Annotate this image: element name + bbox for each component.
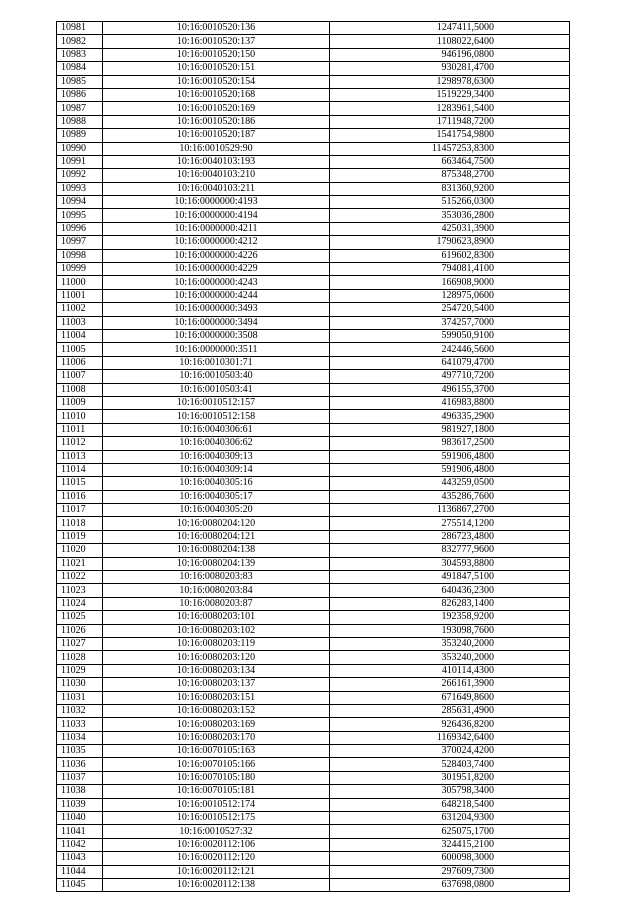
table-row xyxy=(57,477,570,490)
table-row xyxy=(57,691,570,704)
cadastral-number-cell: 10:16:0000000:4243 xyxy=(103,276,330,289)
row-number-cell: 11006 xyxy=(57,356,103,369)
table-row xyxy=(57,142,570,155)
table-row xyxy=(57,410,570,423)
table-row xyxy=(57,289,570,302)
row-number-cell: 11032 xyxy=(57,704,103,717)
row-number-cell: 11014 xyxy=(57,463,103,476)
cadastral-number-cell: 10:16:0040309:13 xyxy=(103,450,330,463)
table-row xyxy=(57,370,570,383)
row-number-cell: 11044 xyxy=(57,865,103,878)
table-row xyxy=(57,678,570,691)
row-number-cell: 11038 xyxy=(57,785,103,798)
value-cell: 983617,2500 xyxy=(330,437,570,450)
table-row xyxy=(57,437,570,450)
table-row xyxy=(57,785,570,798)
value-cell: 631204,9300 xyxy=(330,812,570,825)
value-cell: 435286,7600 xyxy=(330,490,570,503)
row-number-cell: 11000 xyxy=(57,276,103,289)
table-row xyxy=(57,249,570,262)
cadastral-number-cell: 10:16:0080203:134 xyxy=(103,664,330,677)
table-row xyxy=(57,222,570,235)
cadastral-number-cell: 10:16:0080203:83 xyxy=(103,571,330,584)
cadastral-number-cell: 10:16:0070105:181 xyxy=(103,785,330,798)
value-cell: 946196,0800 xyxy=(330,48,570,61)
row-number-cell: 11031 xyxy=(57,691,103,704)
cadastral-number-cell: 10:16:0040306:62 xyxy=(103,437,330,450)
row-number-cell: 11008 xyxy=(57,383,103,396)
cadastral-number-cell: 10:16:0080203:170 xyxy=(103,731,330,744)
value-cell: 1541754,9800 xyxy=(330,129,570,142)
cadastral-number-cell: 10:16:0080204:138 xyxy=(103,544,330,557)
value-cell: 353036,2800 xyxy=(330,209,570,222)
value-cell: 591906,4800 xyxy=(330,450,570,463)
value-cell: 600098,3000 xyxy=(330,852,570,865)
row-number-cell: 11015 xyxy=(57,477,103,490)
cadastral-number-cell: 10:16:0000000:4229 xyxy=(103,263,330,276)
cadastral-number-cell: 10:16:0080203:169 xyxy=(103,718,330,731)
row-number-cell: 11003 xyxy=(57,316,103,329)
cadastral-number-cell: 10:16:0010527:32 xyxy=(103,825,330,838)
table-row xyxy=(57,584,570,597)
table-row xyxy=(57,758,570,771)
row-number-cell: 11017 xyxy=(57,504,103,517)
cadastral-number-cell: 10:16:0010520:168 xyxy=(103,88,330,101)
cadastral-number-cell: 10:16:0010503:41 xyxy=(103,383,330,396)
cadastral-number-cell: 10:16:0020112:138 xyxy=(103,879,330,892)
value-cell: 416983,8800 xyxy=(330,396,570,409)
row-number-cell: 10991 xyxy=(57,155,103,168)
value-cell: 637698,0800 xyxy=(330,879,570,892)
value-cell: 285631,4900 xyxy=(330,704,570,717)
row-number-cell: 11001 xyxy=(57,289,103,302)
row-number-cell: 11024 xyxy=(57,597,103,610)
value-cell: 11457253,8300 xyxy=(330,142,570,155)
table-row xyxy=(57,115,570,128)
row-number-cell: 11004 xyxy=(57,329,103,342)
value-cell: 275514,1200 xyxy=(330,517,570,530)
cadastral-number-cell: 10:16:0040305:20 xyxy=(103,504,330,517)
table-row xyxy=(57,745,570,758)
table-row xyxy=(57,316,570,329)
row-number-cell: 10994 xyxy=(57,196,103,209)
row-number-cell: 11037 xyxy=(57,771,103,784)
table-row xyxy=(57,303,570,316)
cadastral-number-cell: 10:16:0040103:193 xyxy=(103,155,330,168)
row-number-cell: 11007 xyxy=(57,370,103,383)
row-number-cell: 10998 xyxy=(57,249,103,262)
row-number-cell: 10987 xyxy=(57,102,103,115)
table-row xyxy=(57,209,570,222)
row-number-cell: 11030 xyxy=(57,678,103,691)
value-cell: 266161,3900 xyxy=(330,678,570,691)
row-number-cell: 11043 xyxy=(57,852,103,865)
row-number-cell: 11018 xyxy=(57,517,103,530)
row-number-cell: 10996 xyxy=(57,222,103,235)
value-cell: 1711948,7200 xyxy=(330,115,570,128)
table-row xyxy=(57,825,570,838)
value-cell: 192358,9200 xyxy=(330,611,570,624)
table-row xyxy=(57,169,570,182)
table-row xyxy=(57,771,570,784)
cadastral-number-cell: 10:16:0010503:40 xyxy=(103,370,330,383)
row-number-cell: 10989 xyxy=(57,129,103,142)
cadastral-number-cell: 10:16:0010520:137 xyxy=(103,35,330,48)
row-number-cell: 11016 xyxy=(57,490,103,503)
table-row xyxy=(57,450,570,463)
cadastral-number-cell: 10:16:0040305:17 xyxy=(103,490,330,503)
row-number-cell: 10986 xyxy=(57,88,103,101)
value-cell: 497710,7200 xyxy=(330,370,570,383)
row-number-cell: 10981 xyxy=(57,22,103,35)
cadastral-number-cell: 10:16:0010520:150 xyxy=(103,48,330,61)
table-body xyxy=(57,22,570,892)
table-row xyxy=(57,865,570,878)
value-cell: 515266,0300 xyxy=(330,196,570,209)
cadastral-number-cell: 10:16:0010512:175 xyxy=(103,812,330,825)
value-cell: 1108022,6400 xyxy=(330,35,570,48)
cadastral-number-cell: 10:16:0010512:174 xyxy=(103,798,330,811)
cadastral-number-cell: 10:16:0000000:4211 xyxy=(103,222,330,235)
row-number-cell: 11009 xyxy=(57,396,103,409)
table-row xyxy=(57,102,570,115)
row-number-cell: 11021 xyxy=(57,557,103,570)
cadastral-number-cell: 10:16:0080204:139 xyxy=(103,557,330,570)
cadastral-number-cell: 10:16:0040103:211 xyxy=(103,182,330,195)
value-cell: 1247411,5000 xyxy=(330,22,570,35)
cadastral-number-cell: 10:16:0080203:137 xyxy=(103,678,330,691)
cadastral-number-cell: 10:16:0080203:102 xyxy=(103,624,330,637)
value-cell: 374257,7000 xyxy=(330,316,570,329)
row-number-cell: 11034 xyxy=(57,731,103,744)
cadastral-number-cell: 10:16:0020112:120 xyxy=(103,852,330,865)
cadastral-number-cell: 10:16:0000000:4244 xyxy=(103,289,330,302)
row-number-cell: 11020 xyxy=(57,544,103,557)
value-cell: 875348,2700 xyxy=(330,169,570,182)
cadastral-number-cell: 10:16:0070105:166 xyxy=(103,758,330,771)
table-row xyxy=(57,35,570,48)
row-number-cell: 11011 xyxy=(57,423,103,436)
table-row xyxy=(57,343,570,356)
row-number-cell: 11025 xyxy=(57,611,103,624)
value-cell: 128975,0600 xyxy=(330,289,570,302)
cadastral-number-cell: 10:16:0010301:71 xyxy=(103,356,330,369)
table-row xyxy=(57,463,570,476)
cadastral-number-cell: 10:16:0010512:158 xyxy=(103,410,330,423)
cadastral-number-cell: 10:16:0010520:151 xyxy=(103,62,330,75)
value-cell: 305798,3400 xyxy=(330,785,570,798)
table-row xyxy=(57,62,570,75)
table-row xyxy=(57,182,570,195)
value-cell: 1169342,6400 xyxy=(330,731,570,744)
cadastral-number-cell: 10:16:0010520:186 xyxy=(103,115,330,128)
cadastral-number-cell: 10:16:0020112:121 xyxy=(103,865,330,878)
row-number-cell: 11026 xyxy=(57,624,103,637)
table-row xyxy=(57,48,570,61)
table-row xyxy=(57,852,570,865)
value-cell: 410114,4300 xyxy=(330,664,570,677)
table-row xyxy=(57,624,570,637)
value-cell: 671649,8600 xyxy=(330,691,570,704)
row-number-cell: 11033 xyxy=(57,718,103,731)
table-row xyxy=(57,798,570,811)
cadastral-number-cell: 10:16:0070105:163 xyxy=(103,745,330,758)
table-row xyxy=(57,637,570,650)
cadastral-number-cell: 10:16:0080204:120 xyxy=(103,517,330,530)
value-cell: 794081,4100 xyxy=(330,263,570,276)
value-cell: 832777,9600 xyxy=(330,544,570,557)
cadastral-number-cell: 10:16:0080204:121 xyxy=(103,530,330,543)
value-cell: 304593,8800 xyxy=(330,557,570,570)
value-cell: 981927,1800 xyxy=(330,423,570,436)
cadastral-number-cell: 10:16:0080203:84 xyxy=(103,584,330,597)
value-cell: 528403,7400 xyxy=(330,758,570,771)
row-number-cell: 10984 xyxy=(57,62,103,75)
row-number-cell: 11035 xyxy=(57,745,103,758)
value-cell: 831360,9200 xyxy=(330,182,570,195)
cadastral-number-cell: 10:16:0080203:120 xyxy=(103,651,330,664)
table-row xyxy=(57,22,570,35)
cadastral-number-cell: 10:16:0010529:90 xyxy=(103,142,330,155)
row-number-cell: 11019 xyxy=(57,530,103,543)
row-number-cell: 11005 xyxy=(57,343,103,356)
row-number-cell: 10988 xyxy=(57,115,103,128)
value-cell: 1298978,6300 xyxy=(330,75,570,88)
row-number-cell: 11029 xyxy=(57,664,103,677)
cadastral-number-cell: 10:16:0010520:169 xyxy=(103,102,330,115)
value-cell: 193098,7600 xyxy=(330,624,570,637)
table-row xyxy=(57,731,570,744)
cadastral-number-cell: 10:16:0000000:3494 xyxy=(103,316,330,329)
row-number-cell: 10993 xyxy=(57,182,103,195)
value-cell: 242446,5600 xyxy=(330,343,570,356)
value-cell: 1790623,8900 xyxy=(330,236,570,249)
value-cell: 496155,3700 xyxy=(330,383,570,396)
value-cell: 1136867,2700 xyxy=(330,504,570,517)
row-number-cell: 10983 xyxy=(57,48,103,61)
row-number-cell: 11042 xyxy=(57,838,103,851)
table-row xyxy=(57,664,570,677)
value-cell: 591906,4800 xyxy=(330,463,570,476)
cadastral-number-cell: 10:16:0080203:119 xyxy=(103,637,330,650)
table-row xyxy=(57,263,570,276)
cadastral-number-cell: 10:16:0040103:210 xyxy=(103,169,330,182)
row-number-cell: 11010 xyxy=(57,410,103,423)
table-row xyxy=(57,75,570,88)
cadastral-number-cell: 10:16:0000000:4193 xyxy=(103,196,330,209)
table-row xyxy=(57,651,570,664)
row-number-cell: 11041 xyxy=(57,825,103,838)
table-row xyxy=(57,423,570,436)
table-row xyxy=(57,597,570,610)
table-row xyxy=(57,88,570,101)
table-row xyxy=(57,704,570,717)
table-row xyxy=(57,196,570,209)
table-row xyxy=(57,812,570,825)
cadastral-number-cell: 10:16:0000000:3508 xyxy=(103,329,330,342)
cadastral-number-cell: 10:16:0020112:106 xyxy=(103,838,330,851)
cadastral-table xyxy=(56,21,570,892)
value-cell: 926436,8200 xyxy=(330,718,570,731)
cadastral-number-cell: 10:16:0040305:16 xyxy=(103,477,330,490)
value-cell: 301951,8200 xyxy=(330,771,570,784)
table-row xyxy=(57,838,570,851)
table-row xyxy=(57,236,570,249)
row-number-cell: 11002 xyxy=(57,303,103,316)
row-number-cell: 10982 xyxy=(57,35,103,48)
row-number-cell: 11012 xyxy=(57,437,103,450)
value-cell: 286723,4800 xyxy=(330,530,570,543)
cadastral-number-cell: 10:16:0000000:3511 xyxy=(103,343,330,356)
value-cell: 324415,2100 xyxy=(330,838,570,851)
value-cell: 491847,5100 xyxy=(330,571,570,584)
cadastral-number-cell: 10:16:0080203:151 xyxy=(103,691,330,704)
cadastral-number-cell: 10:16:0000000:4212 xyxy=(103,236,330,249)
row-number-cell: 11027 xyxy=(57,637,103,650)
cadastral-number-cell: 10:16:0080203:101 xyxy=(103,611,330,624)
table-row xyxy=(57,611,570,624)
row-number-cell: 11045 xyxy=(57,879,103,892)
row-number-cell: 11023 xyxy=(57,584,103,597)
value-cell: 254720,5400 xyxy=(330,303,570,316)
row-number-cell: 11022 xyxy=(57,571,103,584)
cadastral-number-cell: 10:16:0000000:3493 xyxy=(103,303,330,316)
table-row xyxy=(57,517,570,530)
cadastral-number-cell: 10:16:0000000:4194 xyxy=(103,209,330,222)
row-number-cell: 11040 xyxy=(57,812,103,825)
row-number-cell: 10997 xyxy=(57,236,103,249)
value-cell: 425031,3900 xyxy=(330,222,570,235)
value-cell: 353240,2000 xyxy=(330,637,570,650)
table-row xyxy=(57,490,570,503)
row-number-cell: 11013 xyxy=(57,450,103,463)
cadastral-number-cell: 10:16:0000000:4226 xyxy=(103,249,330,262)
value-cell: 641079,4700 xyxy=(330,356,570,369)
value-cell: 663464,7500 xyxy=(330,155,570,168)
value-cell: 1283961,5400 xyxy=(330,102,570,115)
table-row xyxy=(57,276,570,289)
value-cell: 648218,5400 xyxy=(330,798,570,811)
value-cell: 166908,9000 xyxy=(330,276,570,289)
row-number-cell: 10990 xyxy=(57,142,103,155)
value-cell: 640436,2300 xyxy=(330,584,570,597)
value-cell: 1519229,3400 xyxy=(330,88,570,101)
row-number-cell: 11028 xyxy=(57,651,103,664)
cadastral-number-cell: 10:16:0010520:136 xyxy=(103,22,330,35)
cadastral-number-cell: 10:16:0080203:87 xyxy=(103,597,330,610)
value-cell: 353240,2000 xyxy=(330,651,570,664)
table-row xyxy=(57,879,570,892)
value-cell: 496335,2900 xyxy=(330,410,570,423)
table-row xyxy=(57,504,570,517)
table-row xyxy=(57,571,570,584)
table-row xyxy=(57,557,570,570)
row-number-cell: 10985 xyxy=(57,75,103,88)
row-number-cell: 11036 xyxy=(57,758,103,771)
value-cell: 625075,1700 xyxy=(330,825,570,838)
table-row xyxy=(57,129,570,142)
value-cell: 297609,7300 xyxy=(330,865,570,878)
cadastral-number-cell: 10:16:0010520:187 xyxy=(103,129,330,142)
value-cell: 826283,1400 xyxy=(330,597,570,610)
cadastral-number-cell: 10:16:0080203:152 xyxy=(103,704,330,717)
table-row xyxy=(57,530,570,543)
table-row xyxy=(57,329,570,342)
cadastral-number-cell: 10:16:0040306:61 xyxy=(103,423,330,436)
table-row xyxy=(57,396,570,409)
value-cell: 599050,9100 xyxy=(330,329,570,342)
table-row xyxy=(57,155,570,168)
value-cell: 619602,8300 xyxy=(330,249,570,262)
cadastral-number-cell: 10:16:0040309:14 xyxy=(103,463,330,476)
table-row xyxy=(57,356,570,369)
value-cell: 930281,4700 xyxy=(330,62,570,75)
cadastral-number-cell: 10:16:0010520:154 xyxy=(103,75,330,88)
cadastral-number-cell: 10:16:0010512:157 xyxy=(103,396,330,409)
row-number-cell: 10995 xyxy=(57,209,103,222)
row-number-cell: 10992 xyxy=(57,169,103,182)
row-number-cell: 10999 xyxy=(57,263,103,276)
row-number-cell: 11039 xyxy=(57,798,103,811)
value-cell: 370024,4200 xyxy=(330,745,570,758)
value-cell: 443259,0500 xyxy=(330,477,570,490)
table-row xyxy=(57,383,570,396)
table-row xyxy=(57,718,570,731)
cadastral-number-cell: 10:16:0070105:180 xyxy=(103,771,330,784)
table-row xyxy=(57,544,570,557)
